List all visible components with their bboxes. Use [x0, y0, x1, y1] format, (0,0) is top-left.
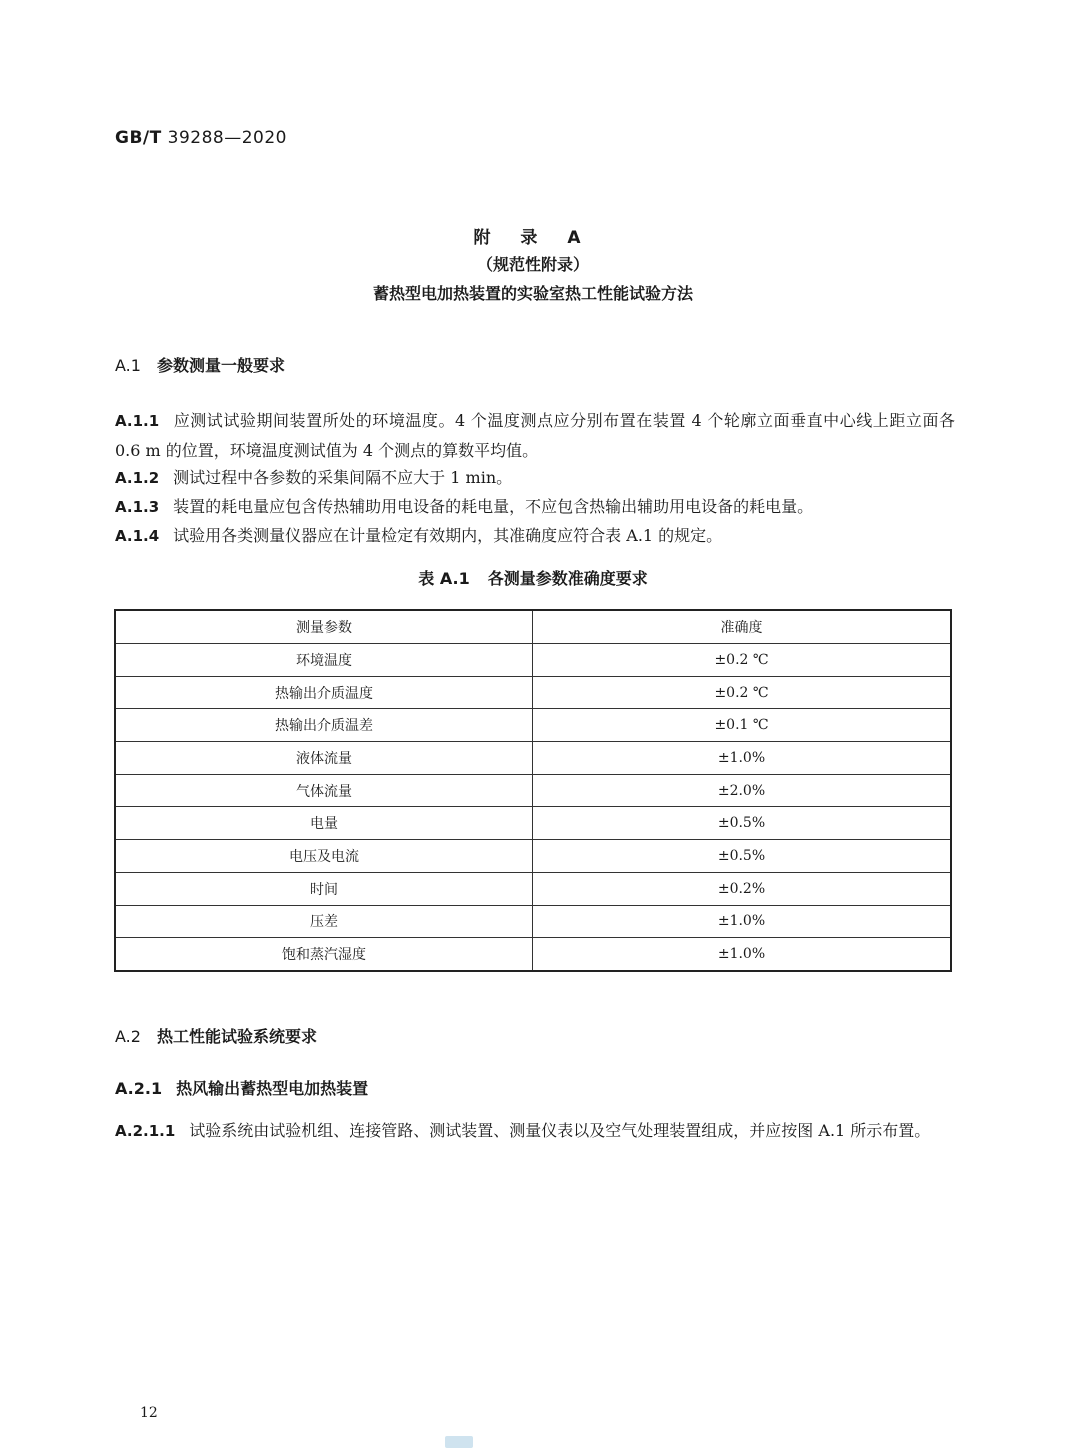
parameter-cell: 电量 [115, 807, 533, 840]
accuracy-cell: ±0.1 ℃ [533, 709, 952, 742]
parameter-cell: 电压及电流 [115, 840, 533, 873]
section-number: A.1 [115, 356, 141, 375]
column-header-accuracy: 准确度 [533, 610, 952, 644]
clause-number: A.1.2 [115, 469, 160, 487]
accuracy-cell: ±0.2 ℃ [533, 644, 952, 677]
table-row [115, 807, 951, 840]
standard-prefix: GB/T [115, 128, 162, 148]
clause-text: 试验用各类测量仪器应在计量检定有效期内，其准确度应符合表 A.1 的规定。 [173, 526, 723, 545]
section-a1-heading [115, 353, 285, 376]
clause-number: A.1.3 [115, 498, 160, 516]
clause-a1-2 [115, 463, 955, 493]
table-header-row [115, 610, 951, 644]
appendix-subtitle: （规范性附录） [476, 255, 589, 274]
clause-text: 测试过程中各参数的采集间隔不应大于 1 min。 [173, 468, 513, 487]
table-caption [0, 566, 1066, 589]
table-number: 表 A.1 [418, 569, 470, 588]
accuracy-cell: ±1.0% [533, 938, 952, 971]
accuracy-cell: ±1.0% [533, 905, 952, 938]
table-row [115, 840, 951, 873]
table-title: 各测量参数准确度要求 [487, 569, 648, 588]
accuracy-cell: ±0.5% [533, 840, 952, 873]
section-number: A.2.1 [115, 1079, 163, 1098]
table-row [115, 676, 951, 709]
page-number: 12 [140, 1405, 158, 1421]
parameter-cell: 饱和蒸汽湿度 [115, 938, 533, 971]
parameter-cell: 压差 [115, 905, 533, 938]
accuracy-cell: ±0.2% [533, 872, 952, 905]
parameter-cell: 时间 [115, 872, 533, 905]
table-row [115, 709, 951, 742]
accuracy-cell: ±0.5% [533, 807, 952, 840]
standard-code: 39288—2020 [167, 128, 287, 148]
section-title: 热工性能试验系统要求 [156, 1027, 317, 1046]
table-row [115, 872, 951, 905]
column-header-parameter: 测量参数 [115, 610, 533, 644]
accuracy-cell: ±0.2 ℃ [533, 676, 952, 709]
table-row [115, 905, 951, 938]
parameter-cell: 环境温度 [115, 644, 533, 677]
parameter-cell: 热输出介质温差 [115, 709, 533, 742]
section-a2-heading [115, 1024, 317, 1047]
clause-number: A.2.1.1 [115, 1122, 176, 1140]
accuracy-table [114, 609, 952, 972]
accuracy-cell: ±2.0% [533, 774, 952, 807]
section-number: A.2 [115, 1027, 141, 1046]
table-row [115, 644, 951, 677]
clause-a1-1 [115, 406, 955, 465]
clause-text: 试验系统由试验机组、连接管路、测试装置、测量仪表以及空气处理装置组成，并应按图 A.1 所示布置。 [189, 1121, 931, 1140]
clause-number: A.1.4 [115, 527, 160, 545]
section-a2-1-heading [115, 1076, 368, 1099]
table-row [115, 938, 951, 971]
section-title: 热风输出蓄热型电加热装置 [176, 1079, 369, 1098]
parameter-cell: 热输出介质温度 [115, 676, 533, 709]
parameter-cell: 气体流量 [115, 774, 533, 807]
clause-number: A.1.1 [115, 412, 160, 430]
accuracy-cell: ±1.0% [533, 742, 952, 775]
section-title: 参数测量一般要求 [156, 356, 285, 375]
table-row [115, 742, 951, 775]
clause-text: 装置的耗电量应包含传热辅助用电设备的耗电量，不应包含热输出辅助用电设备的耗电量。 [173, 497, 814, 516]
parameter-cell: 液体流量 [115, 742, 533, 775]
appendix-main-title: 蓄热型电加热装置的实验室热工性能试验方法 [372, 284, 693, 303]
clause-a1-4 [115, 521, 955, 551]
clause-text: 应测试试验期间装置所处的环境温度。4 个温度测点应分别布置在装置 4 个轮廓立面垂直中心线上距立面各 0.6 m 的位置，环境温度测试值为 4 个测点的算数平均值。 [115, 411, 955, 460]
standard-number [115, 128, 287, 148]
table-row [115, 774, 951, 807]
appendix-title: 附 录 A [473, 228, 593, 248]
watermark-logo [445, 1436, 473, 1448]
clause-a2-1-1 [115, 1116, 955, 1146]
clause-a1-3 [115, 492, 955, 522]
